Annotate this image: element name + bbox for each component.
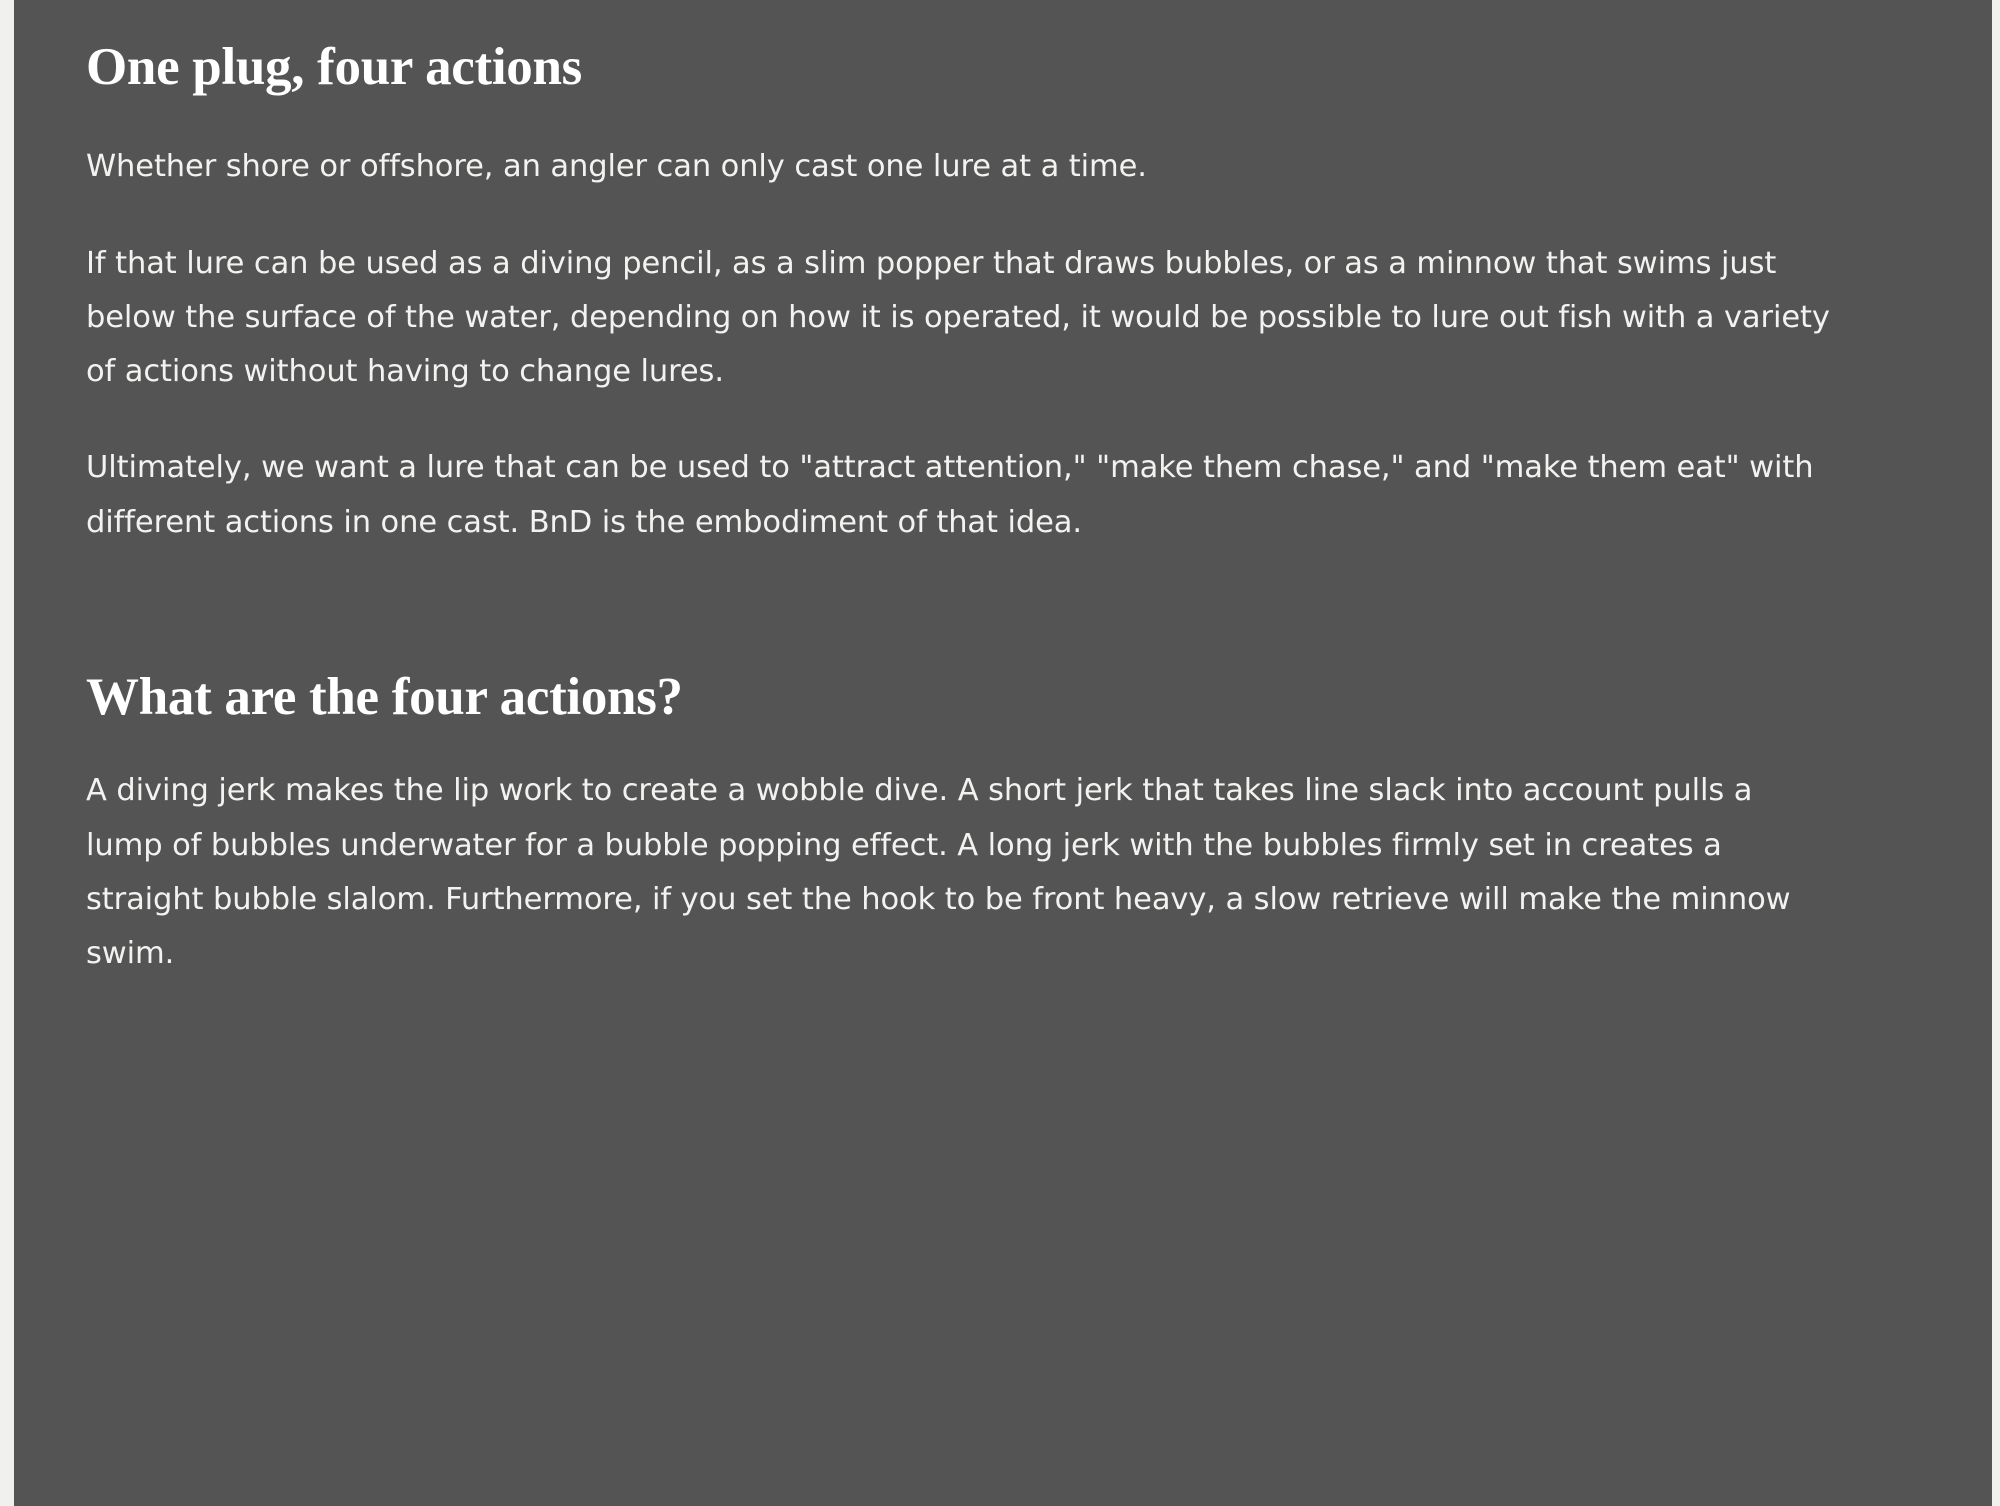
spacer	[86, 726, 1926, 764]
paragraph-if-that-lure: If that lure can be used as a diving pencil, as a slim popper that draws bubbles, or as a minnow that swims just below the surface of the water, depending on how it is operated, it would be possible to lure out fish with a variety of actions without having to change lures.	[86, 245, 1830, 390]
section-heading-one-plug-four-actions: One plug, four actions	[86, 38, 582, 96]
paragraph-a-diving-jerk: A diving jerk makes the lip work to create a wobble dive. A short jerk that takes line slack into account pulls a lump of bubbles underwater for a bubble popping effect. A long jerk with the bubbles firmly set in creates a straight bubble slalom. Furthermore, if you set the hook to be front heavy, a slow retrieve will make the minnow swim.	[86, 773, 1791, 972]
section-heading-what-are-the-four-actions: What are the four actions?	[86, 667, 683, 726]
spacer	[86, 399, 1926, 441]
page-left-margin	[0, 0, 14, 1506]
paragraph-whether-shore-or-offshore: Whether shore or offshore, an angler can only cast one lure at a time.	[86, 149, 1147, 185]
article-content	[86, 0, 1926, 981]
spacer	[86, 195, 1926, 237]
spacer	[86, 550, 1926, 668]
page-right-margin	[1992, 0, 2000, 1506]
spacer	[86, 96, 1926, 140]
paragraph-ultimately: Ultimately, we want a lure that can be used to "attract attention," "make them chase," and "make them eat" with different actions in one cast. BnD is the embodiment of that idea.	[86, 450, 1814, 540]
